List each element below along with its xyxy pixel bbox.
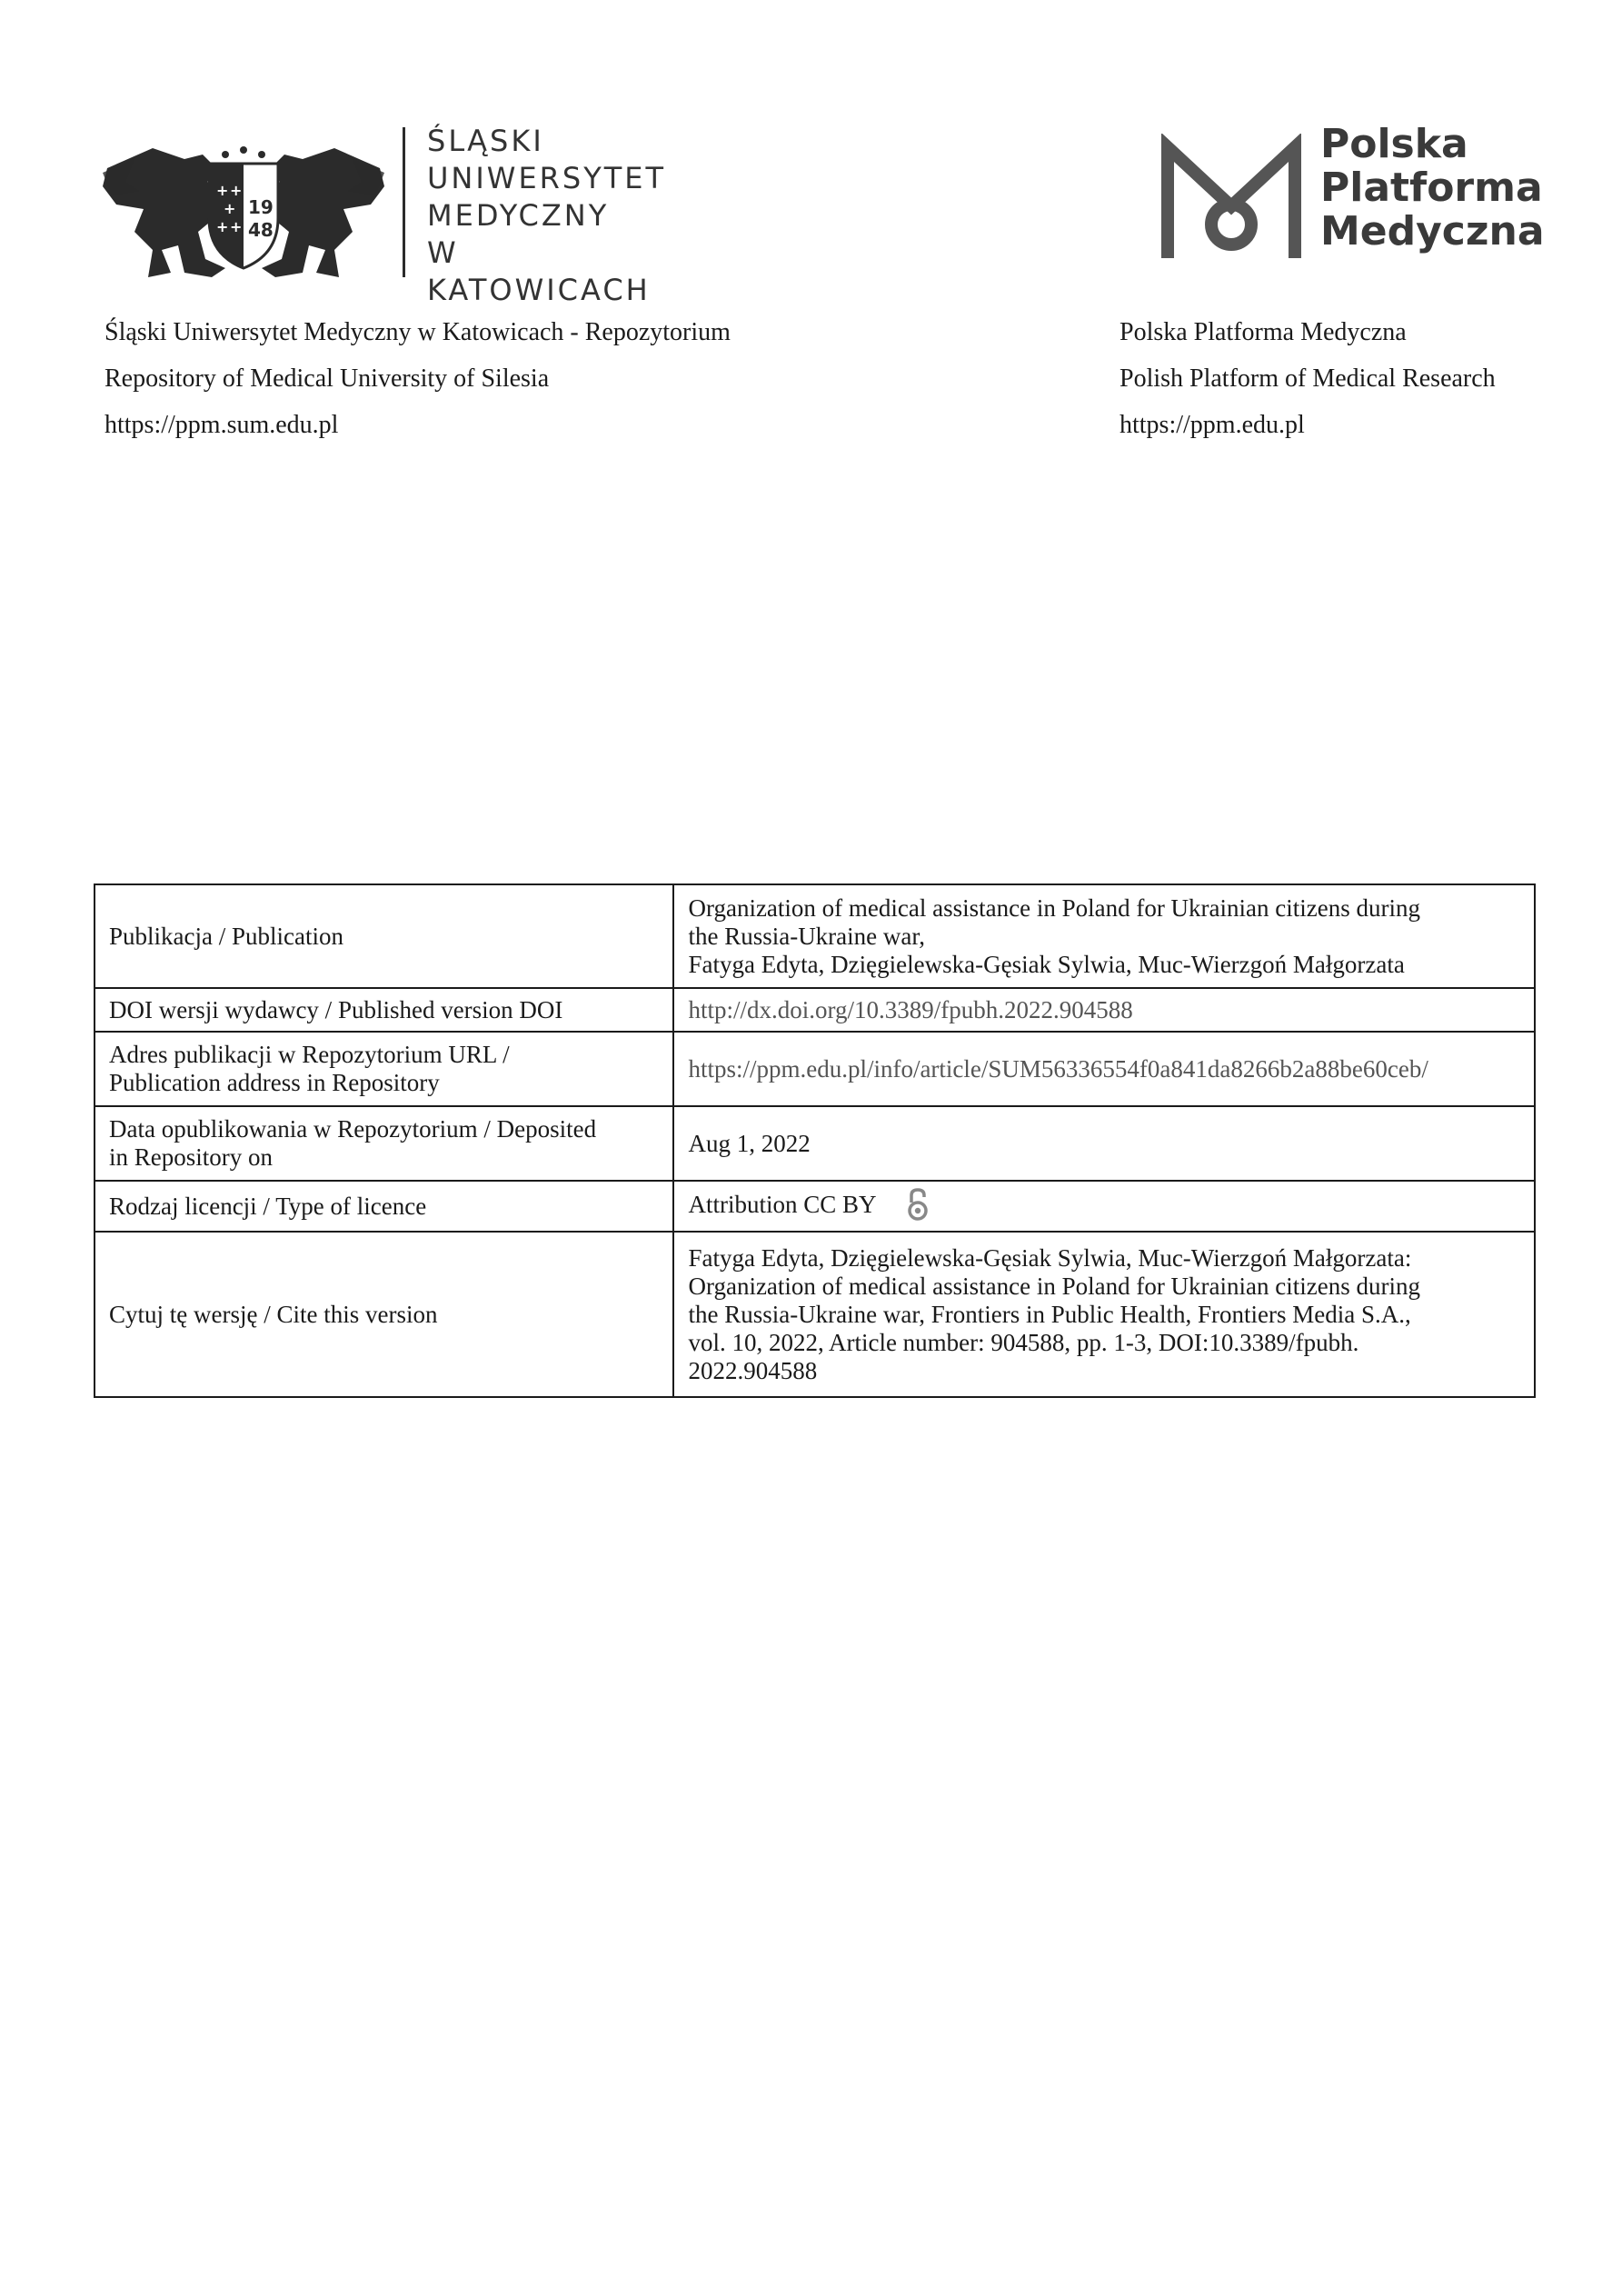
repo-url-label-line: Adres publikacji w Repozytorium URL / [109,1041,510,1068]
platform-logo [1159,121,1545,268]
licence-label: Rodzaj licencji / Type of licence [95,1181,673,1232]
cite-line: vol. 10, 2022, Article number: 904588, pp. 1-3, DOI:10.3389/fpubh. [688,1328,1359,1356]
publication-value [673,884,1535,988]
repository-url[interactable]: https://ppm.sum.edu.pl [104,411,339,439]
svg-text:+: + [216,182,229,199]
platform-url[interactable]: https://ppm.edu.pl [1119,411,1305,439]
cite-line: Organization of medical assistance in Poland for Ukrainian citizens during [688,1272,1420,1300]
table-row [95,1181,1535,1232]
logo-divider [403,127,405,277]
griffin-crest-icon [98,132,389,282]
cite-line: Fatyga Edyta, Dzięgielewska-Gęsiak Sylwia, Muc-Wierzgoń Małgorzata: [688,1243,1412,1272]
svg-text:+: + [230,182,243,199]
wordmark-line: Polska [1320,121,1468,167]
svg-text:48: 48 [248,219,274,241]
svg-text:+: + [224,200,236,217]
wordmark-line: Platforma [1320,165,1543,211]
doi-label: DOI wersji wydawcy / Published version DOI [95,988,673,1032]
svg-text:19: 19 [248,196,274,218]
repository-info [104,309,731,448]
licence-name: Attribution CC BY [688,1191,876,1219]
university-logo [98,123,667,307]
deposited-label [95,1106,673,1181]
deposited-label-line: Data opublikowania w Repozytorium / Deposited [109,1115,597,1143]
open-access-icon [907,1187,929,1222]
platform-name: Polska Platforma Medyczna [1119,318,1407,346]
repository-name: Śląski Uniwersytet Medyczny w Katowicach - Repozytorium [104,318,731,346]
metadata-table [94,883,1536,1398]
deposited-label-line: in Repository on [109,1143,273,1171]
repo-url-label-line: Publication address in Repository [109,1069,440,1096]
cite-line: 2022.904588 [688,1356,818,1384]
table-row [95,884,1535,988]
platform-name-en: Polish Platform of Medical Research [1119,364,1496,393]
wordmark-line: UNIWERSYTET [427,161,667,195]
cite-line: the Russia-Ukraine war, Frontiers in Public Health, Frontiers Media S.A., [688,1300,1411,1328]
licence-value [673,1181,1535,1232]
repo-url-label [95,1032,673,1106]
publication-authors: Fatyga Edyta, Dzięgielewska-Gęsiak Sylwia, Muc-Wierzgoń Małgorzata [688,950,1405,978]
platform-info [1119,309,1496,448]
deposited-date: Aug 1, 2022 [673,1106,1535,1181]
wordmark-line: Medyczna [1320,208,1545,255]
publication-title-line: Organization of medical assistance in Poland for Ukrainian citizens during [688,893,1420,922]
cite-label: Cytuj tę wersję / Cite this version [95,1232,673,1397]
table-row [95,1032,1535,1106]
ppm-monogram-icon [1159,134,1304,261]
table-row [95,988,1535,1032]
university-wordmark [427,123,666,309]
platform-wordmark [1320,123,1545,254]
wordmark-line: MEDYCZNY [427,198,610,233]
doi-link[interactable]: http://dx.doi.org/10.3389/fpubh.2022.904588 [673,988,1535,1032]
repository-name-en: Repository of Medical University of Silesia [104,364,550,393]
svg-text:+: + [216,218,229,235]
table-row [95,1106,1535,1181]
table-row [95,1232,1535,1397]
publication-label: Publikacja / Publication [95,884,673,988]
cite-value [673,1232,1535,1397]
wordmark-line: ŚLĄSKI [427,124,544,158]
repo-url-link[interactable]: https://ppm.edu.pl/info/article/SUM56336554f0a841da8266b2a88be60ceb/ [673,1032,1535,1106]
publication-title-line: the Russia-Ukraine war, [688,922,926,950]
wordmark-line: W KATOWICACH [427,235,651,307]
svg-text:+: + [230,218,243,235]
